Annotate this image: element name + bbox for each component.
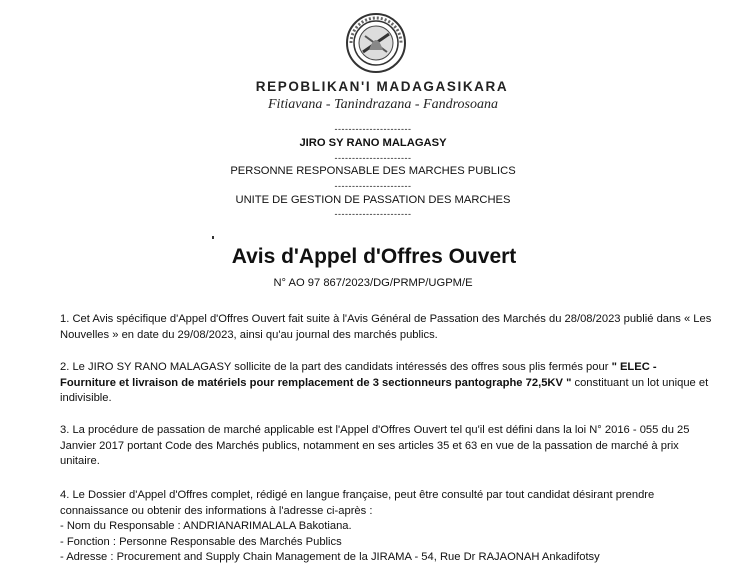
department-name: PERSONNE RESPONSABLE DES MARCHES PUBLICS (230, 165, 516, 177)
document-title: Avis d'Appel d'Offres Ouvert (231, 245, 517, 268)
madagascar-seal-icon (345, 12, 407, 74)
organization-name: JIRO SY RANO MALAGASY (299, 137, 447, 149)
paragraph-2-subject: " ELEC - Fourniture et livraison de matériels pour remplacement de 3 sectionneurs pantographe 72,5KV " (60, 361, 657, 389)
unit-name: UNITE DE GESTION DE PASSATION DES MARCHES (235, 194, 511, 206)
paragraph-3: 3. La procédure de passation de marché applicable est l'Appel d'Offres Ouvert tel qu'il est défini dans la loi N° 2016 - 055 du 25 Janvier 2017 portant Code des Marchés publics, notamment en ses articles 35 et 63 en vue de la passation de marché à prix unitaire. (60, 424, 690, 467)
document-reference: N° AO 97 867/2023/DG/PRMP/UGPM/E (273, 277, 473, 289)
separator: ---------------------- (334, 181, 412, 191)
republic-name: REPOBLIKAN'I MADAGASIKARA (255, 79, 509, 94)
republic-motto: Fitiavana - Tanindrazana - Fandrosoana (268, 97, 498, 112)
paragraph-4-intro: 4. Le Dossier d'Appel d'Offres complet, rédigé en langue française, peut être consulté par tout candidat désirant prendre connaissance ou obtenir des informations à l'adresse ci-après : (60, 489, 655, 517)
scan-mark (212, 236, 214, 239)
paragraph-2 (60, 360, 715, 407)
paragraph-2-end: constituant un lot unique et indivisible. (60, 376, 709, 404)
separator: ---------------------- (334, 153, 412, 163)
separator: ---------------------- (334, 124, 412, 134)
separator: ---------------------- (334, 209, 412, 219)
paragraph-4 (60, 488, 715, 566)
list-item: - Fonction : Personne Responsable des Marchés Publics (60, 535, 342, 548)
list-item: - Adresse : Procurement and Supply Chain Management de la JIRAMA - 54, Rue Dr RAJAONAH Ankadifotsy (60, 551, 600, 563)
list-item: - Nom du Responsable : ANDRIANARIMALALA Bakotiana. (60, 520, 352, 532)
paragraph-1: 1. Cet Avis spécifique d'Appel d'Offres Ouvert fait suite à l'Avis Général de Passation des Marchés du 28/08/2023 publié dans « Les Nouvelles » en date du 29/08/2023, ainsi qu'au journal des marchés publics. (60, 313, 712, 341)
paragraph-2-text: 2. Le JIRO SY RANO MALAGASY sollicite de la part des candidats intéressés des offres sous plis fermés pour (60, 361, 612, 373)
